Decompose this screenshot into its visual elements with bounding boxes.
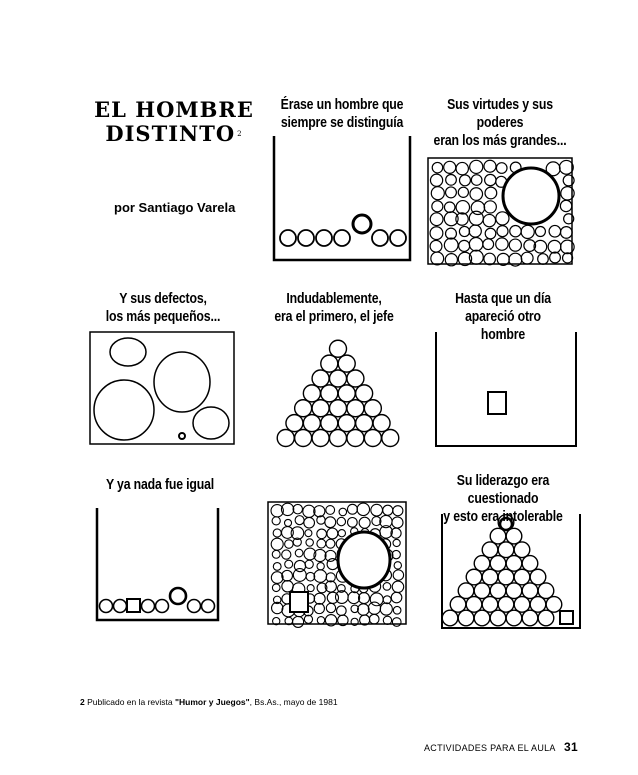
circle-mark bbox=[347, 400, 364, 417]
circle-mark bbox=[286, 415, 303, 432]
circle-mark bbox=[509, 239, 521, 251]
circle-row bbox=[280, 215, 406, 246]
circle-mark bbox=[327, 528, 338, 539]
circle-mark bbox=[446, 228, 457, 239]
circle-mark bbox=[469, 237, 483, 251]
circle-mark bbox=[330, 430, 347, 447]
circle-mark bbox=[393, 539, 400, 546]
circle-mark bbox=[370, 593, 383, 606]
footer-section: ACTIVIDADES PARA EL AULA bbox=[423, 743, 556, 753]
circle-mark bbox=[326, 506, 335, 515]
circle-mark bbox=[347, 504, 357, 514]
circle-mark bbox=[326, 539, 335, 548]
circle-mark bbox=[442, 610, 458, 626]
circle-mark bbox=[450, 597, 466, 613]
circle-mark bbox=[317, 563, 324, 570]
circle-mark bbox=[321, 355, 338, 372]
circle-mark bbox=[293, 569, 306, 582]
circle-mark bbox=[482, 569, 498, 585]
circle-mark bbox=[471, 175, 482, 186]
circle-mark bbox=[466, 597, 482, 613]
circle-mark bbox=[496, 212, 509, 225]
circle-mark bbox=[560, 227, 572, 239]
circle-mark bbox=[317, 539, 326, 548]
square-mark bbox=[560, 611, 573, 624]
circle-mark bbox=[330, 370, 347, 387]
circle-mark bbox=[548, 240, 561, 253]
circle-mark bbox=[391, 592, 402, 603]
circle-mark bbox=[306, 539, 313, 546]
panel-3-caption: Y sus defectos, los más pequeños... bbox=[105, 290, 221, 325]
circle-mark bbox=[339, 508, 347, 516]
circle-mark bbox=[469, 211, 483, 225]
circle-mark bbox=[431, 187, 444, 200]
panel-8-drawing bbox=[440, 512, 582, 632]
circle-mark bbox=[482, 542, 498, 558]
circle-mark bbox=[338, 355, 355, 372]
circle-mark bbox=[522, 583, 538, 599]
page-number: 31 bbox=[564, 740, 578, 754]
circle-mark bbox=[280, 230, 296, 246]
circle-mark bbox=[538, 254, 549, 265]
circle-mark bbox=[295, 549, 303, 557]
circle-mark bbox=[348, 592, 360, 604]
circle-mark bbox=[142, 600, 155, 613]
circle-mark bbox=[500, 518, 512, 530]
circle-mark bbox=[307, 585, 314, 592]
circle-mark bbox=[550, 252, 561, 263]
circle-mark bbox=[549, 225, 561, 237]
circle-mark bbox=[358, 604, 370, 616]
circle-mark bbox=[273, 529, 281, 537]
circle-mark bbox=[326, 603, 335, 612]
circle-mark bbox=[483, 239, 494, 250]
circle-mark bbox=[431, 252, 444, 265]
circle-mark bbox=[321, 415, 338, 432]
circle-mark bbox=[317, 529, 327, 539]
circle-mark bbox=[490, 583, 506, 599]
panel-2-drawing bbox=[426, 156, 576, 268]
circle-mark bbox=[100, 600, 113, 613]
circle-mark bbox=[380, 603, 392, 615]
circle-mark bbox=[282, 570, 293, 581]
circle-mark bbox=[314, 593, 325, 604]
circle-mark bbox=[490, 610, 506, 626]
circle-mark bbox=[490, 556, 506, 572]
circle-mark bbox=[272, 517, 280, 525]
circle-mark bbox=[497, 226, 508, 237]
circle-mark bbox=[371, 504, 383, 516]
circle-mark bbox=[485, 228, 496, 239]
circle-mark bbox=[356, 385, 373, 402]
circle-mark bbox=[357, 503, 369, 515]
circle-mark bbox=[293, 504, 302, 513]
circle-mark bbox=[314, 570, 327, 583]
circle-mark bbox=[338, 530, 345, 537]
circle-mark bbox=[560, 200, 571, 211]
circle-mark bbox=[432, 201, 443, 212]
circle-mark bbox=[393, 570, 403, 580]
footnote: 2 Publicado en la revista "Humor y Juegos", Bs.As., mayo de 1981 bbox=[80, 697, 338, 707]
circle-mark bbox=[321, 385, 338, 402]
circle-mark bbox=[392, 618, 401, 627]
circle-mark bbox=[482, 597, 498, 613]
circle-mark bbox=[282, 550, 291, 559]
panel-5-drawing bbox=[434, 330, 580, 450]
circle-mark bbox=[470, 188, 483, 201]
circle-mark bbox=[373, 415, 390, 432]
circle-mark bbox=[304, 615, 312, 623]
circle-mark bbox=[458, 610, 474, 626]
circle-mark bbox=[444, 202, 455, 213]
title-line-1: EL HOMBRE bbox=[94, 97, 254, 122]
circle-mark bbox=[356, 415, 373, 432]
circle-mark bbox=[446, 175, 457, 186]
circle-mark bbox=[393, 606, 401, 614]
circle-mark bbox=[338, 385, 355, 402]
circle-mark bbox=[430, 213, 443, 226]
circle-mark bbox=[293, 616, 304, 627]
circle-mark bbox=[430, 240, 442, 252]
circle-mark bbox=[506, 556, 522, 572]
circle-row-with-square bbox=[100, 588, 215, 613]
panel-2-caption: Sus virtudes y sus poderes eran los más grandes... bbox=[433, 96, 567, 149]
circle-mark bbox=[474, 556, 490, 572]
circle-mark bbox=[446, 187, 457, 198]
panel-4-drawing bbox=[268, 318, 408, 448]
circle-mark bbox=[364, 430, 381, 447]
circle-mark bbox=[535, 226, 545, 236]
pyramid-with-square bbox=[442, 515, 573, 626]
circle-mark bbox=[484, 201, 496, 213]
circle-mark bbox=[394, 562, 401, 569]
circle-mark bbox=[459, 240, 470, 251]
circle-mark bbox=[114, 600, 127, 613]
circle-mark bbox=[392, 517, 403, 528]
panel-1-drawing bbox=[270, 134, 415, 266]
circle-mark bbox=[285, 560, 293, 568]
circle-mark bbox=[271, 572, 283, 584]
circle-mark bbox=[382, 430, 399, 447]
circle-mark bbox=[506, 583, 522, 599]
circle-mark bbox=[432, 162, 442, 172]
circle-mark bbox=[485, 187, 497, 199]
circle-mark bbox=[312, 400, 329, 417]
circle-mark bbox=[430, 174, 442, 186]
circle-mark bbox=[538, 610, 554, 626]
circle-mark bbox=[316, 230, 332, 246]
circle-mark bbox=[474, 610, 490, 626]
circle-mark bbox=[348, 517, 358, 527]
circle-mark bbox=[470, 160, 483, 173]
circle-mark bbox=[298, 230, 314, 246]
circle-mark bbox=[314, 603, 324, 613]
circle-mark bbox=[277, 430, 294, 447]
circle-mark bbox=[444, 161, 456, 173]
circle-mark bbox=[305, 530, 312, 537]
circle-mark bbox=[498, 597, 514, 613]
footnote-ref: 2 bbox=[237, 130, 243, 138]
circle-mark bbox=[485, 174, 496, 185]
panel-5-caption: Hasta que un día apareció otro hombre bbox=[455, 290, 551, 343]
circle-mark bbox=[285, 540, 294, 549]
circle-mark bbox=[458, 187, 468, 197]
circle-mark bbox=[272, 550, 280, 558]
circle-mark bbox=[458, 583, 474, 599]
circle-mark bbox=[334, 230, 350, 246]
circle-mark bbox=[330, 400, 347, 417]
circle-mark bbox=[469, 225, 481, 237]
circle-mark bbox=[347, 430, 364, 447]
circle-mark bbox=[317, 617, 324, 624]
circle-mark bbox=[305, 560, 313, 568]
circle-mark bbox=[466, 569, 482, 585]
pyramid-circles bbox=[277, 340, 399, 446]
circle-mark bbox=[510, 225, 521, 236]
circle-mark bbox=[372, 230, 388, 246]
circle-mark bbox=[337, 606, 347, 616]
circle-mark bbox=[304, 517, 315, 528]
circle-mark bbox=[430, 227, 443, 240]
circle-mark bbox=[563, 253, 573, 263]
circle-mark bbox=[338, 415, 355, 432]
circle-mark bbox=[521, 225, 534, 238]
circle-mark bbox=[392, 581, 403, 592]
circle-mark bbox=[325, 550, 336, 561]
circle-mark bbox=[456, 201, 469, 214]
circle-mark bbox=[188, 600, 201, 613]
panel-8-caption: Su liderazgo era cuestionado y esto era intolerable bbox=[443, 472, 563, 525]
circle-mark bbox=[282, 581, 293, 592]
panel-4-caption: Indudablemente, era el primero, el jefe bbox=[274, 290, 394, 325]
circle-mark bbox=[271, 538, 283, 550]
title-line-2: DISTINTO $^2$ bbox=[105, 121, 243, 146]
panel-6-drawing bbox=[94, 506, 222, 624]
circle-mark bbox=[506, 610, 522, 626]
circle-mark bbox=[284, 519, 291, 526]
square-mark bbox=[127, 599, 140, 612]
circle-mark bbox=[530, 569, 546, 585]
circle-mark bbox=[202, 600, 215, 613]
circle-mark bbox=[538, 583, 554, 599]
circle-mark bbox=[369, 614, 379, 624]
circle-mark bbox=[272, 584, 280, 592]
circle-mark bbox=[273, 563, 281, 571]
circle-mark bbox=[514, 569, 530, 585]
circle-mark bbox=[496, 238, 508, 250]
circle-mark bbox=[459, 226, 469, 236]
circle-mark bbox=[364, 400, 381, 417]
circle-mark bbox=[368, 602, 380, 614]
circle-mark bbox=[295, 400, 312, 417]
page-footer bbox=[424, 740, 578, 754]
panel-6-caption: Y ya nada fue igual bbox=[105, 476, 215, 493]
circle-mark bbox=[444, 238, 458, 252]
circle-mark bbox=[170, 588, 186, 604]
comic-title bbox=[94, 98, 254, 146]
circle-mark bbox=[295, 430, 312, 447]
circle-mark bbox=[393, 506, 403, 516]
panel-1-caption: Érase un hombre que siempre se distinguía bbox=[280, 96, 404, 131]
circle-mark bbox=[483, 214, 495, 226]
circle-mark bbox=[337, 517, 345, 525]
circle-mark bbox=[496, 163, 507, 174]
circle-mark bbox=[546, 597, 562, 613]
circle-mark bbox=[303, 415, 320, 432]
circle-mark bbox=[330, 340, 347, 357]
circle-mark bbox=[347, 370, 364, 387]
circle-mark bbox=[295, 516, 304, 525]
circle-mark bbox=[474, 583, 490, 599]
circle-mark bbox=[522, 610, 538, 626]
circle-mark bbox=[559, 160, 573, 174]
circle-mark bbox=[484, 160, 496, 172]
circle-mark bbox=[390, 230, 406, 246]
circle-mark bbox=[325, 517, 336, 528]
circle-mark bbox=[306, 572, 315, 581]
circle-mark bbox=[514, 542, 530, 558]
circle-mark bbox=[498, 569, 514, 585]
panel-3-drawing bbox=[88, 330, 238, 448]
circle-mark bbox=[312, 370, 329, 387]
circle-mark bbox=[459, 175, 470, 186]
circle-mark bbox=[303, 385, 320, 402]
circle-mark bbox=[514, 597, 530, 613]
circle-mark bbox=[156, 600, 169, 613]
panel-7-drawing bbox=[266, 500, 408, 628]
circle-mark bbox=[530, 597, 546, 613]
circle-mark bbox=[456, 162, 468, 174]
circle-mark bbox=[498, 542, 514, 558]
circle-mark bbox=[521, 252, 533, 264]
circle-mark bbox=[522, 556, 538, 572]
circle-mark bbox=[383, 583, 391, 591]
circle-mark bbox=[484, 253, 496, 265]
circle-mark bbox=[353, 215, 371, 233]
circle-mark bbox=[383, 505, 393, 515]
circle-mark bbox=[359, 517, 370, 528]
author-byline: por Santiago Varela bbox=[114, 200, 236, 215]
circle-mark bbox=[312, 430, 329, 447]
